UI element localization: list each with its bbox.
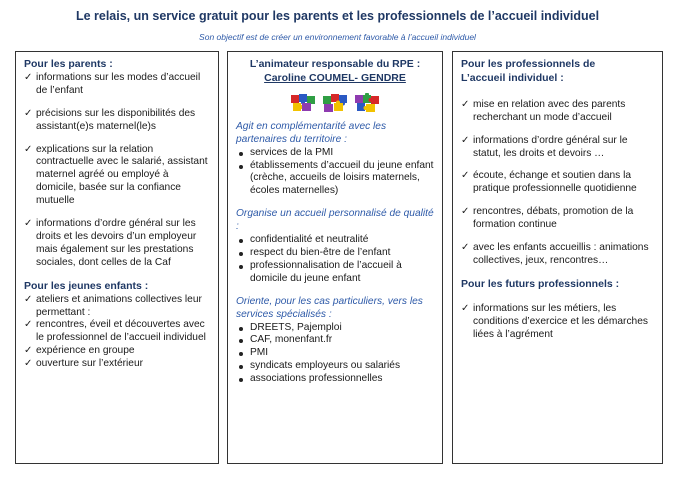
page-subtitle: Son objectif est de créer un environnement favorable à l’accueil individuel [199,32,476,42]
list-item: ✓ précisions sur les disponibilités des assistant(e)s maternel(le)s [24,108,210,134]
puzzle-icons [236,93,434,113]
list-item: ✓ informations sur les modes d’accueil de l’enfant [24,72,210,98]
list-item: professionnalisation de l’accueil à domicile du jeune enfant [236,260,434,286]
list-item: établissements d’accueil du jeune enfant (crèche, accueils de loisirs maternels, écoles maternelles) [236,160,434,199]
partners-intro: Agit en complémentarité avec les partenaires du territoire : [236,120,387,145]
list-item: ✓ expérience en groupe [24,345,210,358]
parents-heading: Pour les parents : [24,58,113,70]
animator-heading: L’animateur responsable du RPE : [249,58,421,70]
animator-column [227,51,443,464]
quality-list [236,234,434,286]
future-list [461,303,654,342]
services-intro: Oriente, pour les cas particuliers, vers les services spécialisés : [236,295,423,320]
list-item: ✓ informations sur les métiers, les conditions d’exercice et les démarches liées à l’agrément [461,303,654,342]
puzzle-icon [354,93,380,113]
list-item: ✓ avec les enfants accueillis : animations collectives, jeux, rencontres… [461,242,654,268]
list-item: confidentialité et neutralité [236,234,434,247]
puzzle-icon [322,93,348,113]
kids-list [24,294,210,371]
list-item: ✓ ouverture sur l’extérieur [24,358,210,371]
list-item: ✓ écoute, échange et soutien dans la pratique professionnelle quotidienne [461,170,654,196]
pros-heading-line2: L’accueil individuel : [461,71,564,84]
list-item: associations professionnelles [236,373,434,386]
future-heading: Pour les futurs professionnels : [461,277,620,290]
list-item: syndicats employeurs ou salariés [236,360,434,373]
parents-column [15,51,219,464]
services-list [236,322,434,387]
list-item: CAF, monenfant.fr [236,334,434,347]
list-item: ✓ rencontres, débats, promotion de la formation continue [461,206,654,232]
puzzle-icon [290,93,316,113]
list-item: ✓ explications sur la relation contractuelle avec le salarié, assistant maternel agréé ou employé à domicile, basée sur la confiance mutuelle [24,144,210,209]
partners-list [236,147,434,199]
list-item: respect du bien-être de l’enfant [236,247,434,260]
list-item: ✓ ateliers et animations collectives leur permettant : [24,294,210,320]
pros-heading-line1: Pour les professionnels de [461,58,596,70]
kids-heading: Pour les jeunes enfants : [24,279,149,292]
page-title: Le relais, un service gratuit pour les parents et les professionnels de l’accueil individuel [75,9,600,23]
pros-list [461,99,654,268]
list-item: ✓ informations d’ordre général sur les droits et les devoirs d’un employeur mais également sur les prestations sociales, dont celles de la Caf [24,218,210,270]
professionals-column [452,51,663,464]
list-item: services de la PMI [236,147,434,160]
list-item: PMI [236,347,434,360]
list-item: ✓ mise en relation avec des parents recherchant un mode d’accueil [461,99,654,125]
list-item: ✓ informations d’ordre général sur le statut, les droits et devoirs … [461,135,654,161]
list-item: ✓ rencontres, éveil et découvertes avec le professionnel de l’accueil individuel [24,319,210,345]
list-item: DREETS, Pajemploi [236,322,434,335]
quality-intro: Organise un accueil personnalisé de qualité : [236,208,434,233]
animator-name: Caroline COUMEL- GENDRE [264,71,406,84]
parents-list [24,72,210,270]
